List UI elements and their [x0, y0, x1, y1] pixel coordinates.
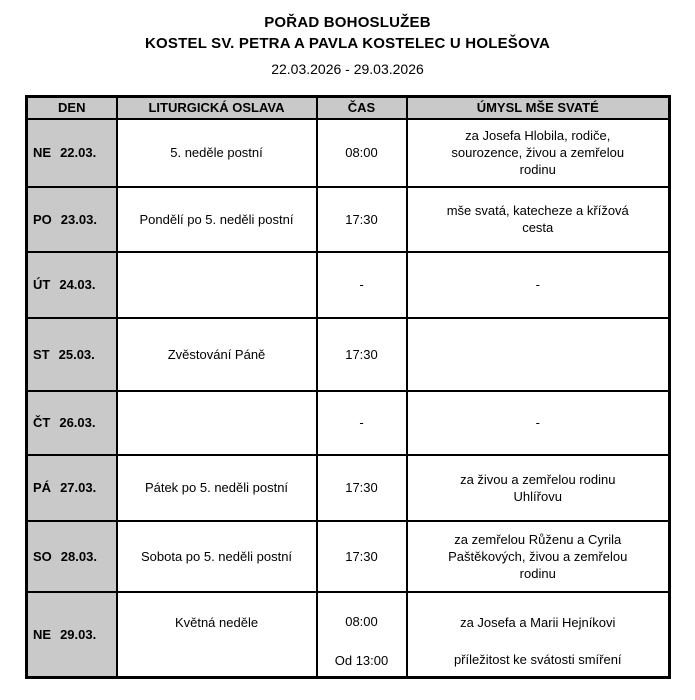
church-name: KOSTEL SV. PETRA A PAVLA KOSTELEC U HOLEŠOVA: [145, 35, 550, 52]
table-row: [27, 455, 670, 521]
column-header-day: DEN: [27, 97, 117, 119]
intention-cell: za zemřelou Růženu a Cyrila Paštěkových, živou a zemřelou rodinu: [407, 521, 670, 592]
celebration-cell: 5. neděle postní: [117, 119, 317, 187]
column-header-celebration: LITURGICKÁ OSLAVA: [117, 97, 317, 119]
time-cell: -: [317, 252, 407, 318]
day-cell: [27, 252, 117, 318]
time-slot-2: Od 13:00: [334, 652, 389, 668]
celebration-cell: [117, 252, 317, 318]
time-cell: 08:00: [317, 119, 407, 187]
day-date: 24.03.: [59, 277, 96, 292]
table-row: [27, 391, 670, 455]
intention-slot-1: za Josefa a Marii Hejníkovi: [460, 614, 616, 630]
day-date: 28.03.: [60, 548, 97, 564]
table-header-row: [27, 97, 670, 119]
celebration-cell: Sobota po 5. neděli postní: [117, 521, 317, 592]
document-header: [0, 0, 695, 78]
day-cell: [27, 455, 117, 521]
day-abbr: NE: [33, 626, 52, 642]
day-date: 26.03.: [59, 415, 96, 430]
day-date: 27.03.: [60, 480, 97, 495]
time-slot-1: 08:00: [345, 613, 378, 629]
day-cell: [27, 119, 117, 187]
day-date: 29.03.: [60, 626, 97, 642]
day-date: 25.03.: [58, 346, 95, 362]
day-abbr: ČT: [33, 415, 51, 430]
day-date: 22.03.: [60, 145, 97, 160]
schedule-table: [25, 95, 671, 679]
celebration-cell: Pondělí po 5. neděli postní: [117, 187, 317, 252]
day-cell: [27, 521, 117, 592]
table-row: [27, 318, 670, 391]
day-abbr: NE: [33, 145, 52, 160]
time-cell: [317, 592, 407, 678]
celebration-cell: Pátek po 5. neděli postní: [117, 455, 317, 521]
day-date: 23.03.: [60, 211, 97, 227]
day-abbr: ÚT: [33, 277, 51, 292]
time-cell: 17:30: [317, 521, 407, 592]
intention-cell: mše svatá, katecheze a křížová cesta: [407, 187, 670, 252]
time-cell: 17:30: [317, 187, 407, 252]
day-abbr: SO: [33, 548, 52, 564]
table-row: [27, 592, 670, 678]
intention-cell: za živou a zemřelou rodinu Uhlířovu: [407, 455, 670, 521]
table-row: [27, 187, 670, 252]
table-row: [27, 521, 670, 592]
day-abbr: PÁ: [33, 480, 52, 495]
time-cell: 17:30: [317, 455, 407, 521]
intention-cell: [407, 592, 670, 678]
time-cell: -: [317, 391, 407, 455]
day-abbr: PO: [33, 211, 52, 227]
column-header-time: ČAS: [317, 97, 407, 119]
intention-cell: [407, 318, 670, 391]
day-cell: [27, 187, 117, 252]
day-cell: [27, 592, 117, 678]
page-title: POŘAD BOHOSLUŽEB: [264, 14, 431, 31]
celebration-cell: [117, 391, 317, 455]
column-header-intention: ÚMYSL MŠE SVATÉ: [407, 97, 670, 119]
intention-slot-2: příležitost ke svátosti smíření: [453, 651, 622, 667]
day-cell: [27, 391, 117, 455]
intention-cell: -: [407, 252, 670, 318]
day-cell: [27, 318, 117, 391]
intention-cell: -: [407, 391, 670, 455]
celebration-cell: Zvěstování Páně: [117, 318, 317, 391]
day-abbr: ST: [33, 346, 50, 362]
date-range: 22.03.2026 - 29.03.2026: [271, 61, 424, 77]
table-row: [27, 252, 670, 318]
intention-cell: za Josefa Hlobila, rodiče, sourozence, živou a zemřelou rodinu: [407, 119, 670, 187]
table-row: [27, 119, 670, 187]
celebration-cell: Květná neděle: [117, 592, 317, 678]
time-cell: 17:30: [317, 318, 407, 391]
